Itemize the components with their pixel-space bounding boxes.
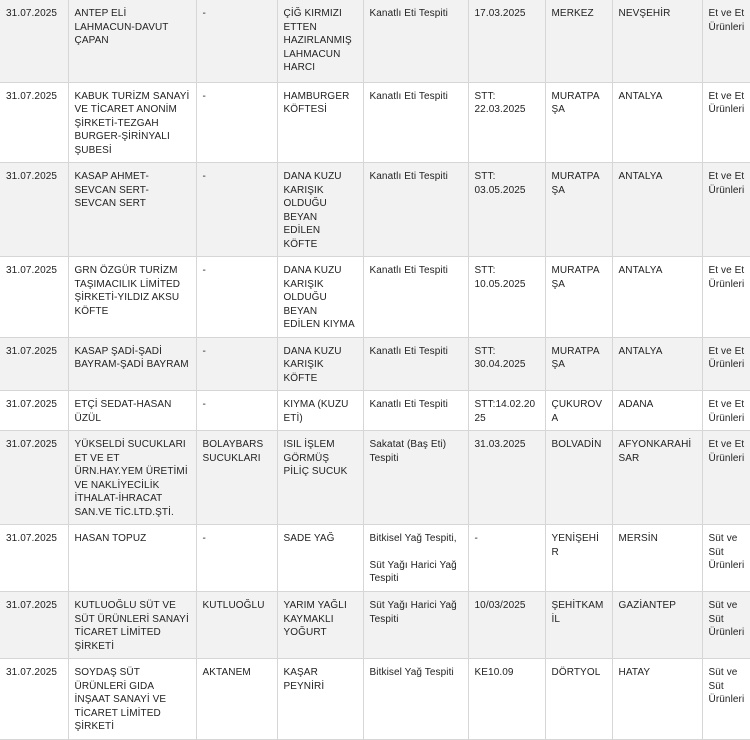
cell-lot: STT: 22.03.2025 xyxy=(468,82,545,163)
table-row xyxy=(0,257,750,338)
cell-brand: - xyxy=(196,82,277,163)
cell-lot: 31.03.2025 xyxy=(468,431,545,525)
cell-city: GAZİANTEP xyxy=(612,592,702,659)
cell-issue: Bitkisel Yağ Tespiti xyxy=(363,659,468,740)
cell-issue: Süt Yağı Harici Yağ Tespiti xyxy=(363,592,468,659)
cell-date: 31.07.2025 xyxy=(0,592,68,659)
cell-issue: Kanatlı Eti Tespiti xyxy=(363,337,468,391)
table-row xyxy=(0,659,750,740)
cell-firm: HASAN TOPUZ xyxy=(68,525,196,592)
cell-lot: KE10.09 xyxy=(468,659,545,740)
cell-product: ÇİĞ KIRMIZI ETTEN HAZIRLANMIŞ LAHMACUN HARCI xyxy=(277,0,363,82)
cell-date: 31.07.2025 xyxy=(0,525,68,592)
cell-lot: - xyxy=(468,525,545,592)
cell-city: ADANA xyxy=(612,391,702,431)
cell-firm: KASAP ŞADİ-ŞADİ BAYRAM-ŞADİ BAYRAM xyxy=(68,337,196,391)
cell-firm: YÜKSELDİ SUCUKLARI ET VE ET ÜRN.HAY.YEM ÜRETİMİ VE NAKLİYECİLİK İTHALAT-İHRACAT SAN.VE TİC.LTD.ŞTİ. xyxy=(68,431,196,525)
cell-firm: ETÇİ SEDAT-HASAN ÜZÜL xyxy=(68,391,196,431)
cell-group: Et ve Et Ürünleri xyxy=(702,163,750,257)
cell-issue: Sakatat (Baş Eti) Tespiti xyxy=(363,431,468,525)
cell-product: YARIM YAĞLI KAYMAKLI YOĞURT xyxy=(277,592,363,659)
cell-issue: Kanatlı Eti Tespiti xyxy=(363,0,468,82)
cell-lot: STT: 03.05.2025 xyxy=(468,163,545,257)
cell-city: HATAY xyxy=(612,659,702,740)
cell-city: MERSİN xyxy=(612,525,702,592)
cell-district: MURATPAŞA xyxy=(545,257,612,338)
cell-brand: - xyxy=(196,391,277,431)
issue-line-2: Süt Yağı Harici Yağ Tespiti xyxy=(369,559,457,584)
cell-brand: BOLAYBARS SUCUKLARI xyxy=(196,431,277,525)
cell-brand: KUTLUOĞLU xyxy=(196,592,277,659)
cell-district: YENİŞEHİR xyxy=(545,525,612,592)
cell-brand: - xyxy=(196,257,277,338)
cell-issue: Kanatlı Eti Tespiti xyxy=(363,82,468,163)
cell-lot: STT: 30.04.2025 xyxy=(468,337,545,391)
table-row xyxy=(0,592,750,659)
cell-date: 31.07.2025 xyxy=(0,82,68,163)
table-row xyxy=(0,82,750,163)
cell-issue: Kanatlı Eti Tespiti xyxy=(363,391,468,431)
cell-district: MERKEZ xyxy=(545,0,612,82)
cell-city: ANTALYA xyxy=(612,337,702,391)
cell-issue: Kanatlı Eti Tespiti xyxy=(363,163,468,257)
cell-product: DANA KUZU KARIŞIK OLDUĞU BEYAN EDİLEN KIYMA xyxy=(277,257,363,338)
cell-product: HAMBURGER KÖFTESİ xyxy=(277,82,363,163)
cell-lot: STT: 10.05.2025 xyxy=(468,257,545,338)
cell-firm: ANTEP ELİ LAHMACUN-DAVUT ÇAPAN xyxy=(68,0,196,82)
cell-city: NEVŞEHİR xyxy=(612,0,702,82)
cell-lot: 10/03/2025 xyxy=(468,592,545,659)
cell-city: ANTALYA xyxy=(612,82,702,163)
cell-date: 31.07.2025 xyxy=(0,257,68,338)
table-row xyxy=(0,525,750,592)
cell-district: BOLVADİN xyxy=(545,431,612,525)
cell-product: ISIL İŞLEM GÖRMÜŞ PİLİÇ SUCUK xyxy=(277,431,363,525)
cell-lot: 17.03.2025 xyxy=(468,0,545,82)
cell-date: 31.07.2025 xyxy=(0,0,68,82)
cell-date: 31.07.2025 xyxy=(0,337,68,391)
cell-date: 31.07.2025 xyxy=(0,659,68,740)
cell-brand: - xyxy=(196,337,277,391)
cell-brand: - xyxy=(196,163,277,257)
cell-district: ŞEHİTKAMİL xyxy=(545,592,612,659)
cell-group: Et ve Et Ürünleri xyxy=(702,0,750,82)
cell-district: ÇUKUROVA xyxy=(545,391,612,431)
cell-city: ANTALYA xyxy=(612,257,702,338)
cell-group: Et ve Et Ürünleri xyxy=(702,82,750,163)
cell-product: KAŞAR PEYNİRİ xyxy=(277,659,363,740)
issue-line-1: Bitkisel Yağ Tespiti, xyxy=(369,533,457,544)
cell-district: MURATPAŞA xyxy=(545,337,612,391)
cell-product: KIYMA (KUZU ETİ) xyxy=(277,391,363,431)
cell-date: 31.07.2025 xyxy=(0,431,68,525)
cell-firm: KASAP AHMET-SEVCAN SERT-SEVCAN SERT xyxy=(68,163,196,257)
cell-date: 31.07.2025 xyxy=(0,391,68,431)
table-row xyxy=(0,391,750,431)
issue-gap xyxy=(370,546,462,559)
cell-group: Süt ve Süt Ürünleri xyxy=(702,659,750,740)
table-row xyxy=(0,0,750,82)
cell-group: Et ve Et Ürünleri xyxy=(702,337,750,391)
cell-city: ANTALYA xyxy=(612,163,702,257)
cell-firm: KUTLUOĞLU SÜT VE SÜT ÜRÜNLERİ SANAYİ TİCARET LİMİTED ŞİRKETİ xyxy=(68,592,196,659)
table-row xyxy=(0,431,750,525)
cell-district: MURATPAŞA xyxy=(545,82,612,163)
cell-issue xyxy=(363,525,468,592)
cell-group: Et ve Et Ürünleri xyxy=(702,431,750,525)
cell-brand: - xyxy=(196,0,277,82)
cell-brand: - xyxy=(196,525,277,592)
cell-group: Et ve Et Ürünleri xyxy=(702,257,750,338)
cell-firm: SOYDAŞ SÜT ÜRÜNLERİ GIDA İNŞAAT SANAYİ VE TİCARET LİMİTED ŞİRKETİ xyxy=(68,659,196,740)
cell-firm: KABUK TURİZM SANAYİ VE TİCARET ANONİM ŞİRKETİ-TEZGAH BURGER-ŞİRİNYALI ŞUBESİ xyxy=(68,82,196,163)
cell-group: Süt ve Süt Ürünleri xyxy=(702,592,750,659)
cell-district: MURATPAŞA xyxy=(545,163,612,257)
cell-lot: STT:14.02.2025 xyxy=(468,391,545,431)
cell-group: Süt ve Süt Ürünleri xyxy=(702,525,750,592)
cell-district: DÖRTYOL xyxy=(545,659,612,740)
cell-product: DANA KUZU KARIŞIK KÖFTE xyxy=(277,337,363,391)
cell-brand: AKTANEM xyxy=(196,659,277,740)
cell-date: 31.07.2025 xyxy=(0,163,68,257)
cell-product: DANA KUZU KARIŞIK OLDUĞU BEYAN EDİLEN KÖFTE xyxy=(277,163,363,257)
cell-city: AFYONKARAHİSAR xyxy=(612,431,702,525)
cell-group: Et ve Et Ürünleri xyxy=(702,391,750,431)
table-row xyxy=(0,337,750,391)
cell-product: SADE YAĞ xyxy=(277,525,363,592)
cell-firm: GRN ÖZGÜR TURİZM TAŞIMACILIK LİMİTED ŞİRKETİ-YILDIZ AKSU KÖFTE xyxy=(68,257,196,338)
table-row xyxy=(0,163,750,257)
cell-issue: Kanatlı Eti Tespiti xyxy=(363,257,468,338)
